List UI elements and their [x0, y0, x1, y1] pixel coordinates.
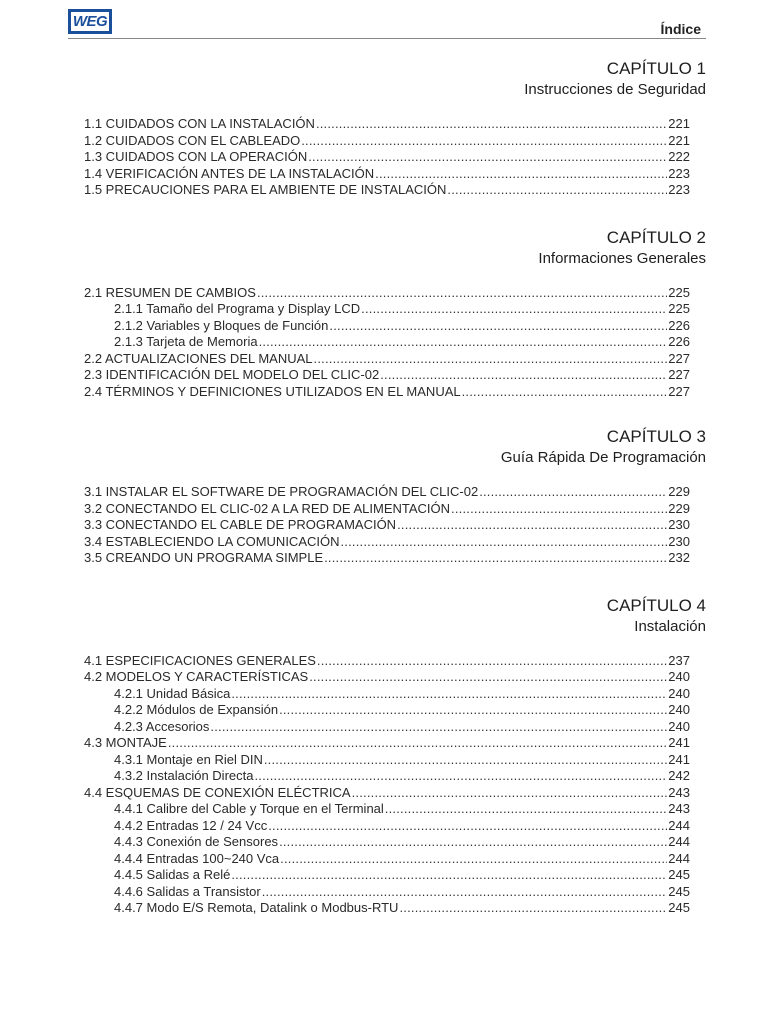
toc-subentry[interactable]: [114, 301, 690, 318]
toc-subentry[interactable]: [114, 834, 690, 851]
toc-entry-page: 223: [668, 165, 690, 181]
leader-dots: [210, 719, 667, 736]
toc-subentry[interactable]: [114, 867, 690, 884]
header-divider: [68, 38, 706, 39]
chapter-subtitle: Informaciones Generales: [538, 249, 706, 267]
toc-entry-label: 4.4 ESQUEMAS DE CONEXIÓN ELÉCTRICA: [84, 784, 351, 800]
toc-entry[interactable]: [84, 285, 690, 302]
toc-entry-label: 4.2 MODELOS Y CARACTERÍSTICAS: [84, 669, 309, 684]
leader-dots: [324, 550, 667, 567]
toc-entry[interactable]: [84, 550, 690, 567]
toc-entry[interactable]: [84, 534, 690, 551]
toc-entry-page: 242: [668, 768, 690, 783]
toc-entry-label: 4.4.6 Salidas a Transistor: [114, 883, 261, 899]
toc-entry[interactable]: [84, 669, 690, 686]
toc-subentry[interactable]: [114, 702, 690, 719]
toc-entry[interactable]: [84, 484, 690, 501]
toc-entry[interactable]: [84, 384, 690, 401]
chapter-entries: [0, 653, 768, 917]
toc-entry[interactable]: [84, 367, 690, 384]
leader-dots: [462, 384, 668, 401]
toc-entry-page: 237: [668, 652, 690, 668]
leader-dots: [341, 534, 668, 551]
leader-dots: [317, 653, 667, 670]
toc-entry-label: 4.2.3 Accesorios: [114, 718, 210, 734]
toc-entry-page: 229: [668, 484, 690, 499]
toc-entry-page: 245: [668, 900, 690, 915]
chapter-heading: [0, 225, 768, 267]
toc-entry-page: 221: [668, 116, 690, 131]
toc-entry-label: 4.4.3 Conexión de Sensores: [114, 834, 279, 849]
leader-dots: [385, 801, 668, 818]
leader-dots: [399, 900, 667, 917]
chapter-number: CAPÍTULO 1: [606, 59, 706, 78]
toc-entry[interactable]: [84, 517, 690, 534]
chapter-entries: [0, 484, 768, 567]
toc-entry-page: 229: [668, 500, 690, 516]
toc-entry[interactable]: [84, 116, 690, 133]
toc-entry[interactable]: [84, 735, 690, 752]
toc-entry-page: 225: [668, 284, 690, 300]
toc-entry-page: 227: [668, 350, 690, 366]
toc-entry-label: 1.4 VERIFICACIÓN ANTES DE LA INSTALACIÓN: [84, 165, 375, 181]
toc-entry[interactable]: [84, 351, 690, 368]
toc-entry-page: 243: [668, 801, 690, 816]
toc-entry-label: 4.4.2 Entradas 12 / 24 Vcc: [114, 817, 268, 833]
toc-subentry[interactable]: [114, 818, 690, 835]
weg-logo: [68, 9, 112, 34]
toc-entry-label: 4.2.2 Módulos de Expansión: [114, 702, 279, 717]
toc-entry[interactable]: [84, 182, 690, 199]
chapter-subtitle: Guía Rápida De Programación: [500, 449, 706, 466]
toc-entry-page: 240: [668, 685, 690, 701]
chapter-2: [0, 225, 768, 401]
leader-dots: [279, 834, 667, 851]
toc-entry-page: 240: [668, 669, 690, 684]
toc-entry[interactable]: [84, 785, 690, 802]
leader-dots: [397, 517, 667, 534]
toc-entry-label: 1.2 CUIDADOS CON EL CABLEADO: [84, 132, 301, 148]
leader-dots: [329, 318, 667, 335]
table-of-contents: [0, 56, 768, 917]
chapter-number: CAPÍTULO 2: [606, 227, 706, 247]
toc-entry-page: 221: [668, 132, 690, 148]
toc-subentry[interactable]: [114, 900, 690, 917]
leader-dots: [314, 351, 668, 368]
toc-entry-label: 3.1 INSTALAR EL SOFTWARE DE PROGRAMACIÓN DEL CLIC-02: [84, 484, 479, 499]
leader-dots: [257, 285, 667, 302]
toc-entry-label: 4.3.2 Instalación Directa: [114, 768, 254, 783]
chapter-number: CAPÍTULO 4: [606, 595, 706, 615]
toc-entry-label: 4.1 ESPECIFICACIONES GENERALES: [84, 652, 316, 668]
toc-entry-label: 3.3 CONECTANDO EL CABLE DE PROGRAMACIÓN: [84, 517, 397, 532]
toc-entry-page: 222: [668, 149, 690, 164]
toc-entry-label: 2.1.1 Tamaño del Programa y Display LCD: [114, 301, 361, 316]
chapter-3: [0, 424, 768, 567]
leader-dots: [380, 367, 667, 384]
toc-entry-page: 243: [668, 784, 690, 800]
toc-entry-page: 226: [668, 317, 690, 333]
toc-entry-label: 4.4.7 Modo E/S Remota, Datalink o Modbus-RTU: [114, 900, 399, 915]
toc-entry[interactable]: [84, 149, 690, 166]
toc-entry-page: 245: [668, 867, 690, 882]
leader-dots: [479, 484, 667, 501]
toc-entry[interactable]: [84, 166, 690, 183]
toc-entry-page: 223: [668, 182, 690, 197]
toc-entry-label: 1.5 PRECAUCIONES PARA EL AMBIENTE DE INSTALACIÓN: [84, 182, 447, 197]
leader-dots: [262, 884, 668, 901]
toc-subentry[interactable]: [114, 318, 690, 335]
leader-dots: [259, 334, 668, 351]
chapter-subtitle: Instrucciones de Seguridad: [524, 81, 706, 98]
leader-dots: [280, 851, 667, 868]
toc-subentry[interactable]: [114, 334, 690, 351]
leader-dots: [447, 182, 667, 199]
logo-text: WEG: [72, 13, 108, 30]
toc-subentry[interactable]: [114, 686, 690, 703]
toc-entry-page: 241: [668, 735, 690, 750]
toc-entry-label: 2.4 TÉRMINOS Y DEFINICIONES UTILIZADOS EN EL MANUAL: [84, 383, 461, 399]
toc-subentry[interactable]: [114, 851, 690, 868]
toc-entry-page: 225: [668, 301, 690, 316]
chapter-entries: [0, 116, 768, 199]
toc-subentry[interactable]: [114, 801, 690, 818]
toc-entry-label: 2.1.3 Tarjeta de Memoria: [114, 334, 258, 349]
toc-entry-label: 1.1 CUIDADOS CON LA INSTALACIÓN: [84, 116, 315, 131]
toc-entry-page: 230: [668, 517, 690, 532]
leader-dots: [316, 116, 667, 133]
leader-dots: [264, 752, 667, 769]
leader-dots: [231, 867, 667, 884]
toc-entry-page: 244: [668, 850, 690, 866]
leader-dots: [375, 166, 667, 183]
leader-dots: [301, 133, 667, 150]
toc-entry-page: 244: [668, 834, 690, 849]
toc-entry[interactable]: [84, 133, 690, 150]
toc-entry[interactable]: [84, 501, 690, 518]
toc-subentry[interactable]: [114, 719, 690, 736]
toc-subentry[interactable]: [114, 884, 690, 901]
toc-entry-page: 245: [668, 883, 690, 899]
toc-entry-page: 227: [668, 383, 690, 399]
leader-dots: [254, 768, 667, 785]
toc-entry-label: 3.4 ESTABLECIENDO LA COMUNICACIÓN: [84, 533, 340, 549]
section-title: Índice: [660, 21, 701, 37]
toc-entry-label: 3.5 CREANDO UN PROGRAMA SIMPLE: [84, 550, 324, 565]
toc-entry-page: 230: [668, 533, 690, 549]
chapter-subtitle: Instalación: [634, 617, 706, 635]
leader-dots: [168, 735, 667, 752]
toc-entry-label: 4.4.5 Salidas a Relé: [114, 867, 231, 882]
leader-dots: [308, 149, 667, 166]
toc-subentry[interactable]: [114, 752, 690, 769]
toc-entry-page: 241: [668, 751, 690, 767]
chapter-number: CAPÍTULO 3: [606, 427, 706, 446]
toc-entry-page: 232: [668, 550, 690, 565]
chapter-entries: [0, 285, 768, 401]
toc-entry-page: 240: [668, 718, 690, 734]
chapter-4: [0, 593, 768, 917]
toc-entry-label: 1.3 CUIDADOS CON LA OPERACIÓN: [84, 149, 308, 164]
toc-entry-label: 4.2.1 Unidad Básica: [114, 685, 231, 701]
toc-entry-page: 240: [668, 702, 690, 717]
leader-dots: [279, 702, 667, 719]
leader-dots: [309, 669, 667, 686]
toc-entry-label: 4.3 MONTAJE: [84, 735, 167, 750]
toc-entry-label: 2.1 RESUMEN DE CAMBIOS: [84, 284, 256, 300]
toc-entry[interactable]: [84, 653, 690, 670]
leader-dots: [352, 785, 668, 802]
toc-entry-page: 227: [668, 367, 690, 382]
chapter-heading: [0, 593, 768, 635]
chapter-1: [0, 56, 768, 199]
chapter-heading: [0, 56, 768, 98]
leader-dots: [361, 301, 667, 318]
leader-dots: [451, 501, 667, 518]
toc-entry-page: 244: [668, 817, 690, 833]
toc-entry-label: 4.4.4 Entradas 100~240 Vca: [114, 850, 280, 866]
toc-entry-label: 4.3.1 Montaje en Riel DIN: [114, 751, 263, 767]
toc-entry-label: 2.2 ACTUALIZACIONES DEL MANUAL: [84, 350, 313, 366]
chapter-heading: [0, 424, 768, 466]
toc-entry-page: 226: [668, 334, 690, 349]
leader-dots: [231, 686, 667, 703]
toc-subentry[interactable]: [114, 768, 690, 785]
toc-entry-label: 2.1.2 Variables y Bloques de Función: [114, 317, 329, 333]
leader-dots: [268, 818, 667, 835]
toc-entry-label: 3.2 CONECTANDO EL CLIC-02 A LA RED DE ALIMENTACIÓN: [84, 500, 451, 516]
toc-entry-label: 4.4.1 Calibre del Cable y Torque en el Terminal: [114, 801, 384, 816]
page-header: [0, 0, 768, 40]
toc-entry-label: 2.3 IDENTIFICACIÓN DEL MODELO DEL CLIC-02: [84, 367, 380, 382]
